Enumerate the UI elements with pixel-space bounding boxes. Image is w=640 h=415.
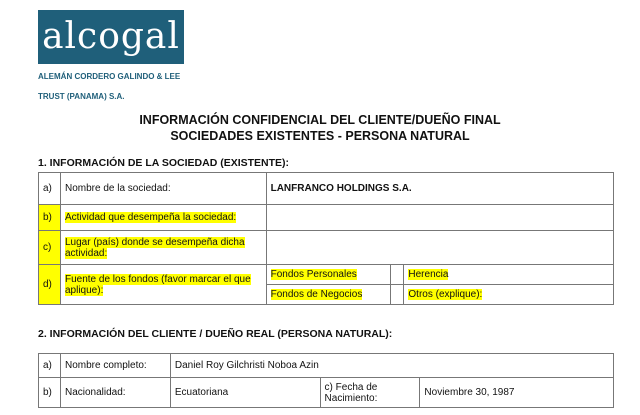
nationality-value[interactable]: Ecuatoriana (170, 378, 320, 408)
table-row (39, 354, 614, 378)
option-business-funds[interactable]: Fondos de Negocios (270, 289, 363, 300)
row-letter: d) (39, 265, 61, 305)
option-cell (404, 285, 614, 305)
section-2-heading: 2. INFORMACIÓN DEL CLIENTE / DUEÑO REAL (PERSONA NATURAL): (38, 328, 393, 340)
location-label: Lugar (país) donde se desempeña dicha actividad: (64, 236, 245, 259)
location-value[interactable] (266, 231, 613, 265)
page-subtitle: SOCIEDADES EXISTENTES - PERSONA NATURAL (170, 129, 470, 143)
field-label (60, 205, 266, 231)
row-letter: a) (39, 354, 61, 378)
client-info-table (38, 353, 614, 408)
field-label (60, 265, 266, 305)
option-other[interactable]: Otros (explique): (408, 289, 483, 300)
field-label: c) Fecha de Nacimiento: (320, 378, 420, 408)
activity-label: Actividad que desempeña la sociedad: (64, 212, 237, 223)
field-label (60, 231, 266, 265)
page-title: INFORMACIÓN CONFIDENCIAL DEL CLIENTE/DUEÑO FINAL (139, 113, 501, 127)
checkbox-business-funds[interactable] (391, 285, 404, 305)
table-row (39, 378, 614, 408)
option-cell (266, 285, 391, 305)
table-row (39, 205, 614, 231)
section-1-heading: 1. INFORMACIÓN DE LA SOCIEDAD (EXISTENTE): (38, 157, 290, 169)
company-name-value[interactable]: LANFRANCO HOLDINGS S.A. (266, 173, 613, 205)
option-cell (266, 265, 391, 285)
activity-value[interactable] (266, 205, 613, 231)
option-inheritance[interactable]: Herencia (408, 269, 449, 280)
field-label: Nombre de la sociedad: (60, 173, 266, 205)
full-name-value[interactable]: Daniel Roy Gilchristi Noboa Azin (170, 354, 613, 378)
field-label: Nombre completo: (60, 354, 170, 378)
trust-name: TRUST (PANAMA) S.A. (38, 92, 125, 101)
table-row (39, 231, 614, 265)
company-logo (38, 10, 184, 64)
table-row (39, 265, 614, 285)
row-letter: b) (39, 205, 61, 231)
table-row (39, 173, 614, 205)
row-letter: a) (39, 173, 61, 205)
row-letter: b) (39, 378, 61, 408)
company-info-table (38, 172, 614, 305)
birth-date-value[interactable]: Noviembre 30, 1987 (420, 378, 614, 408)
row-letter: c) (39, 231, 61, 265)
firm-name: ALEMÁN CORDERO GALINDO & LEE (38, 72, 181, 81)
logo-text: alcogal (42, 16, 180, 57)
option-cell (404, 265, 614, 285)
option-personal-funds[interactable]: Fondos Personales (270, 269, 357, 280)
funds-source-label: Fuente de los fondos (favor marcar el que aplique): (64, 273, 251, 296)
checkbox-personal-funds[interactable] (391, 265, 404, 285)
field-label: Nacionalidad: (60, 378, 170, 408)
